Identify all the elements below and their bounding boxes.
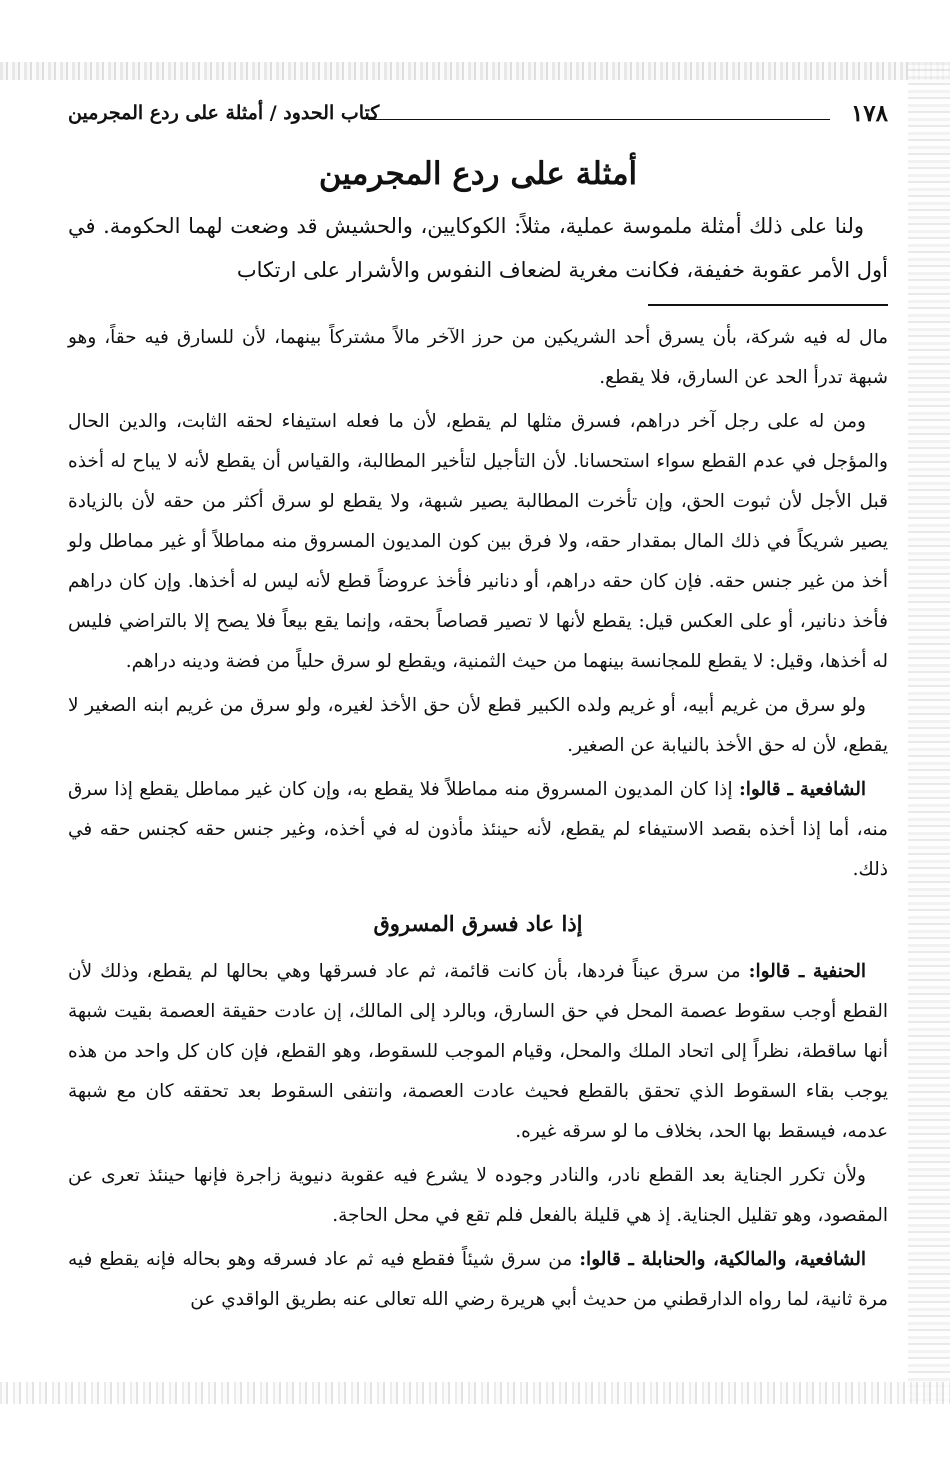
scan-border-top (0, 62, 950, 80)
footnote-text: من سرق شيئاً فقطع فيه ثم عاد فسرقه وهو بحاله فإنه يقطع فيه مرة ثانية، لما رواه الدارقطني من حديث أبي هريرة رضي الله تعالى عنه بطريق الواقدي عن (68, 1249, 888, 1310)
footnote-text: من سرق عيناً فردها، بأن كانت قائمة، ثم عاد فسرقها وهي بحالها لم يقطع، وذلك لأن القطع أوجب سقوط عصمة المحل في حق السارق، وبالرد إلى المالك، إن عادت حقيقة العصمة بقيت شبهة أنها ساقطة، نظراً إلى اتحاد الملك والمحل، وقيام الموجب للسقوط، وهو القطع، فإن كان كل واحد من هذه يوجب بقاء السقوط الذي تحقق بالقطع فحيث عادت العصمة، وانتفى السقوط بعد تحققه كان مع شبهة عدمه، فيسقط بها الحد، بخلاف ما لو سرقه غيره. (68, 961, 888, 1142)
footnote-rule (648, 304, 888, 306)
page-number: ١٧٨ (850, 100, 888, 127)
header-rule (368, 119, 830, 120)
footnote-text: إذا كان المديون المسروق منه مماطلاً فلا يقطع به، وإن كان غير مماطل يقطع إذا سرق منه، أما إذا أخذه بقصد الاستيفاء لم يقطع، لأنه حينئذ مأذون له في أخذه، وغير جنس حقه كجنس حقه في ذلك. (68, 779, 888, 880)
subsection-heading: إذا عاد فسرق المسروق (373, 911, 583, 936)
scan-border-right (908, 62, 950, 1402)
book-page (68, 92, 888, 1324)
main-text (68, 204, 888, 292)
footnote-paragraph: مال له فيه شركة، بأن يسرق أحد الشريكين من حرز الآخر مالاً مشتركاً بينهما، لأن للسارق فيه حقاً، وهو شبهة تدرأ الحد عن السارق، فلا يقطع. (68, 327, 888, 388)
main-paragraph: ولنا على ذلك أمثلة ملموسة عملية، مثلاً: الكوكايين، والحشيش قد وضعت لهما الحكومة. في أول الأمر عقوبة خفيفة، فكانت مغرية لضعاف النفوس والأشرار على ارتكاب (68, 214, 888, 282)
scan-border-bottom (0, 1382, 950, 1404)
footnote-paragraph (68, 770, 888, 890)
section-title: أمثلة على ردع المجرمين (318, 156, 638, 192)
page-header (68, 92, 888, 132)
footnote-paragraph: ولأن تكرر الجناية بعد القطع نادر، والنادر وجوده لا يشرع فيه عقوبة دنيوية زاجرة فإنها حينئذ تعرى عن المقصود، وهو تقليل الجناية. إذ هي قليلة بالفعل فلم تقع في محل الحاجة. (68, 1165, 888, 1226)
footnote-paragraph (68, 1240, 888, 1320)
school-label-shafii: الشافعية ـ قالوا: (738, 779, 866, 800)
footnote-paragraph (68, 952, 888, 1152)
school-label-majority: الشافعية، والمالكية، والحنابلة ـ قالوا: (579, 1249, 866, 1270)
school-label-hanafi: الحنفية ـ قالوا: (748, 961, 866, 982)
running-title: كتاب الحدود / أمثلة على ردع المجرمين (68, 102, 380, 124)
footnote-block (68, 318, 888, 1320)
footnote-paragraph: ولو سرق من غريم أبيه، أو غريم ولده الكبير قطع لأن حق الأخذ لغيره، ولو سرق من غريم ابنه الصغير لا يقطع، لأن له حق الأخذ بالنيابة عن الصغير. (68, 695, 888, 756)
footnote-paragraph: ومن له على رجل آخر دراهم، فسرق مثلها لم يقطع، لأن ما فعله استيفاء لحقه الثابت، والدين الحال والمؤجل في عدم القطع سواء استحسانا. لأن التأجيل لتأخير المطالبة، والقياس أن يقطع لأنه لا يباح له أخذه قبل الأجل لأن ثبوت الحق، وإن تأخرت المطالبة يصير شبهة، ولا يقطع لو سرق أكثر من حقه لأن بالزيادة يصير شريكاً في ذلك المال بمقدار حقه، ولا فرق بين كون المديون المسروق منه مماطلاً أو غير مماطل ولو أخذ من غير جنس حقه. فإن كان حقه دراهم، أو دنانير فأخذ عروضاً قطع لأنه ليس له أخذها. وإن كان دراهم فأخذ دنانير، أو على العكس قيل: يقطع لأنها لا تصير قصاصاً بحقه، وإنما يقع بيعاً فلا يصح إلا بالتراضي فليس له أخذها، وقيل: لا يقطع للمجانسة بينهما من حيث الثمنية، ويقطع لو سرق حلياً من فضة ودينه دراهم. (68, 411, 888, 672)
